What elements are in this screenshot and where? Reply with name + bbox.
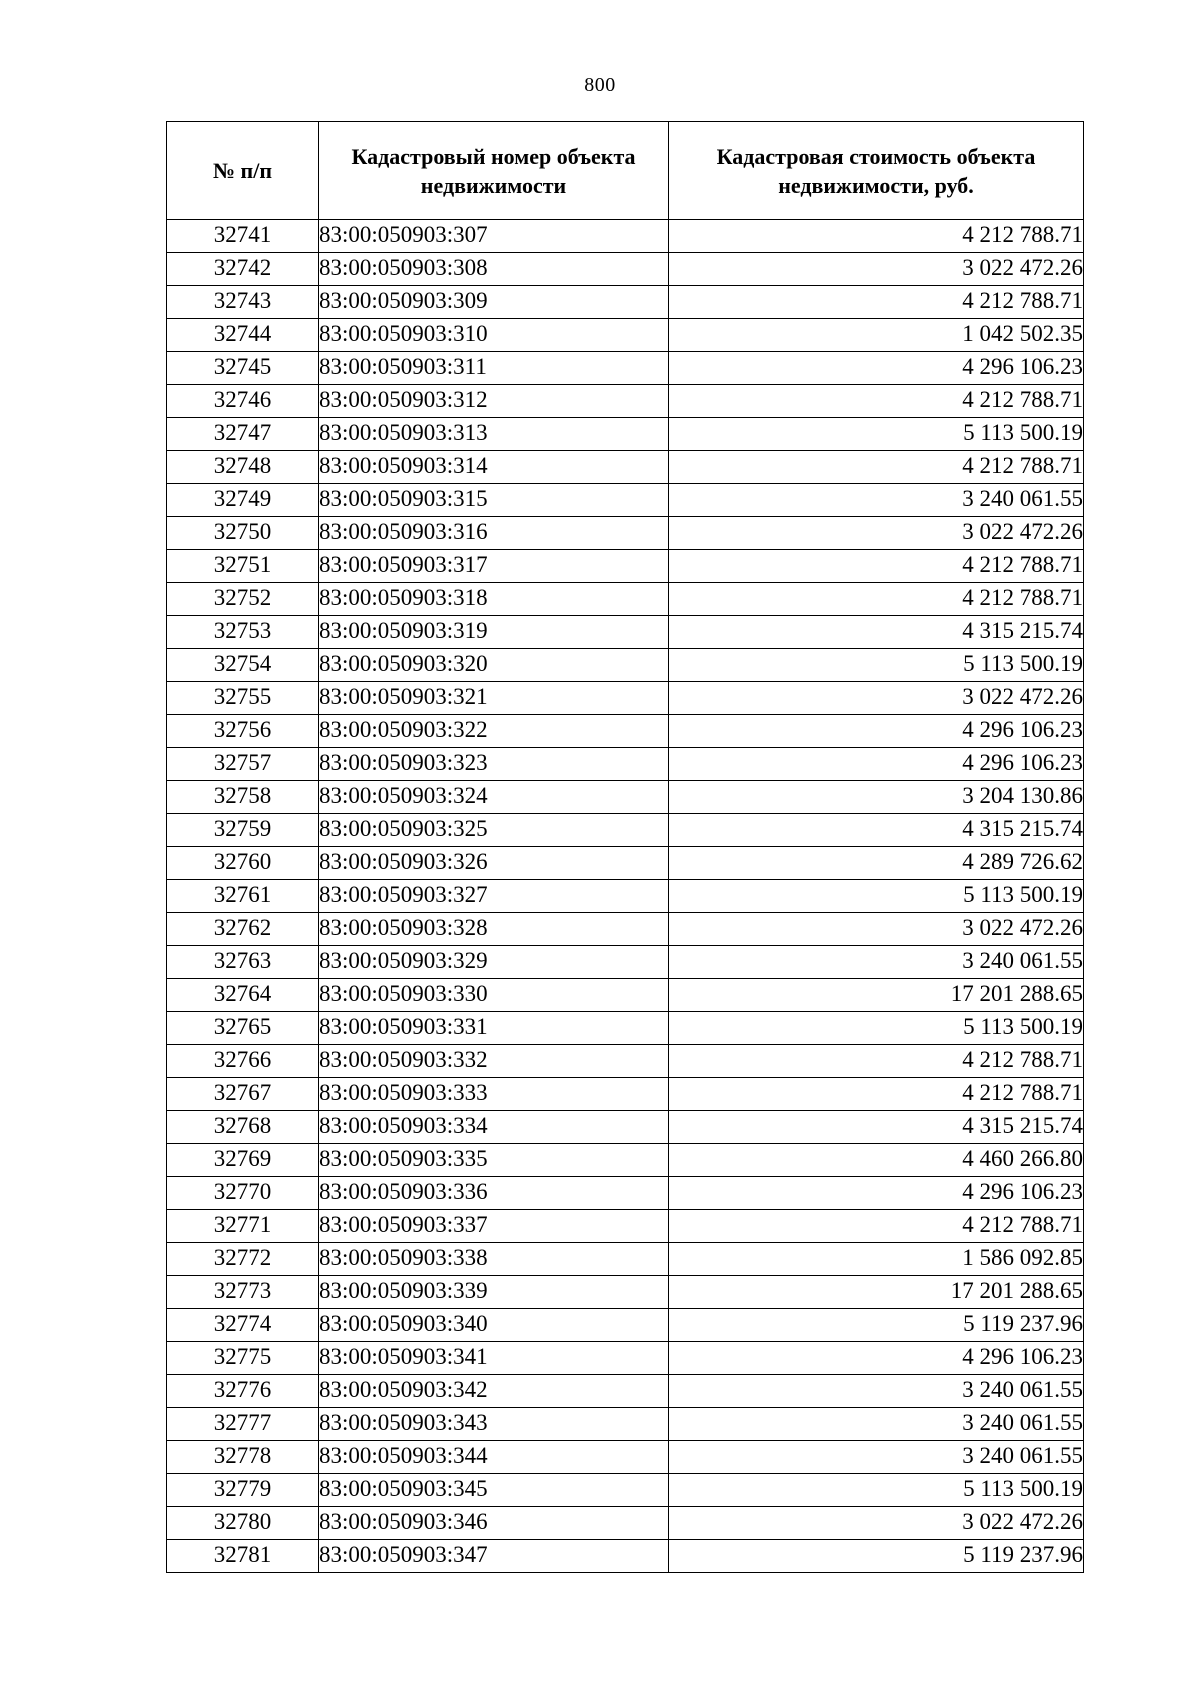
row-number: 32746 [167, 385, 319, 418]
cadastral-value: 4 212 788.71 [669, 1078, 1084, 1111]
table-row [167, 1474, 1084, 1507]
cadastral-value: 4 315 215.74 [669, 1111, 1084, 1144]
cadastral-value: 5 113 500.19 [669, 880, 1084, 913]
cadastral-value: 5 113 500.19 [669, 1012, 1084, 1045]
row-number: 32759 [167, 814, 319, 847]
cadastral-value: 3 204 130.86 [669, 781, 1084, 814]
row-number: 32745 [167, 352, 319, 385]
table-row [167, 319, 1084, 352]
table-row [167, 847, 1084, 880]
cadastral-value: 3 240 061.55 [669, 1441, 1084, 1474]
row-number: 32774 [167, 1309, 319, 1342]
header-cadastral-number: Кадастровый номер объекта недвижимости [319, 122, 669, 220]
table-row [167, 1078, 1084, 1111]
row-number: 32757 [167, 748, 319, 781]
cadastral-number: 83:00:050903:343 [319, 1408, 669, 1441]
table-row [167, 616, 1084, 649]
row-number: 32760 [167, 847, 319, 880]
cadastral-number: 83:00:050903:309 [319, 286, 669, 319]
row-number: 32756 [167, 715, 319, 748]
cadastral-number: 83:00:050903:321 [319, 682, 669, 715]
cadastral-value: 4 212 788.71 [669, 385, 1084, 418]
table-row [167, 715, 1084, 748]
table-row [167, 1210, 1084, 1243]
row-number: 32753 [167, 616, 319, 649]
cadastral-value: 4 289 726.62 [669, 847, 1084, 880]
row-number: 32741 [167, 220, 319, 253]
cadastral-number: 83:00:050903:339 [319, 1276, 669, 1309]
cadastral-number: 83:00:050903:333 [319, 1078, 669, 1111]
cadastral-number: 83:00:050903:346 [319, 1507, 669, 1540]
cadastral-number: 83:00:050903:322 [319, 715, 669, 748]
cadastral-number: 83:00:050903:325 [319, 814, 669, 847]
table-row [167, 1375, 1084, 1408]
table-row [167, 1243, 1084, 1276]
row-number: 32742 [167, 253, 319, 286]
cadastral-value: 4 296 106.23 [669, 1342, 1084, 1375]
table-row [167, 517, 1084, 550]
cadastral-value: 4 212 788.71 [669, 220, 1084, 253]
cadastral-number: 83:00:050903:324 [319, 781, 669, 814]
table-row [167, 484, 1084, 517]
row-number: 32779 [167, 1474, 319, 1507]
cadastral-number: 83:00:050903:337 [319, 1210, 669, 1243]
table-row [167, 814, 1084, 847]
table-row [167, 253, 1084, 286]
row-number: 32777 [167, 1408, 319, 1441]
cadastral-value: 4 212 788.71 [669, 1045, 1084, 1078]
cadastral-number: 83:00:050903:332 [319, 1045, 669, 1078]
table-row [167, 286, 1084, 319]
table-row [167, 682, 1084, 715]
row-number: 32767 [167, 1078, 319, 1111]
cadastral-number: 83:00:050903:318 [319, 583, 669, 616]
row-number: 32758 [167, 781, 319, 814]
row-number: 32751 [167, 550, 319, 583]
cadastral-value: 3 022 472.26 [669, 913, 1084, 946]
row-number: 32748 [167, 451, 319, 484]
row-number: 32765 [167, 1012, 319, 1045]
table-row [167, 1309, 1084, 1342]
cadastral-value: 4 212 788.71 [669, 451, 1084, 484]
cadastral-value: 4 296 106.23 [669, 748, 1084, 781]
table-row [167, 1408, 1084, 1441]
table-row [167, 781, 1084, 814]
row-number: 32773 [167, 1276, 319, 1309]
cadastral-value: 5 113 500.19 [669, 418, 1084, 451]
table-row [167, 1342, 1084, 1375]
cadastral-number: 83:00:050903:342 [319, 1375, 669, 1408]
row-number: 32775 [167, 1342, 319, 1375]
cadastral-value: 3 240 061.55 [669, 1375, 1084, 1408]
cadastral-number: 83:00:050903:319 [319, 616, 669, 649]
header-cadastral-value: Кадастровая стоимость объекта недвижимости, руб. [669, 122, 1084, 220]
cadastral-number: 83:00:050903:330 [319, 979, 669, 1012]
cadastral-number: 83:00:050903:347 [319, 1540, 669, 1573]
table-row [167, 220, 1084, 253]
cadastral-number: 83:00:050903:338 [319, 1243, 669, 1276]
cadastral-number: 83:00:050903:326 [319, 847, 669, 880]
table-row [167, 1507, 1084, 1540]
cadastral-number: 83:00:050903:327 [319, 880, 669, 913]
table-row [167, 748, 1084, 781]
cadastral-value: 17 201 288.65 [669, 979, 1084, 1012]
cadastral-number: 83:00:050903:311 [319, 352, 669, 385]
row-number: 32750 [167, 517, 319, 550]
table-row [167, 352, 1084, 385]
cadastral-number: 83:00:050903:313 [319, 418, 669, 451]
table-header [167, 122, 1084, 220]
table-row [167, 1111, 1084, 1144]
row-number: 32749 [167, 484, 319, 517]
table-row [167, 451, 1084, 484]
header-row-number: № п/п [167, 122, 319, 220]
table-row [167, 583, 1084, 616]
cadastral-number: 83:00:050903:317 [319, 550, 669, 583]
cadastral-number: 83:00:050903:335 [319, 1144, 669, 1177]
table-row [167, 649, 1084, 682]
row-number: 32780 [167, 1507, 319, 1540]
cadastral-number: 83:00:050903:316 [319, 517, 669, 550]
table-row [167, 1144, 1084, 1177]
cadastral-value: 4 296 106.23 [669, 352, 1084, 385]
cadastral-number: 83:00:050903:331 [319, 1012, 669, 1045]
cadastral-number: 83:00:050903:334 [319, 1111, 669, 1144]
cadastral-number: 83:00:050903:310 [319, 319, 669, 352]
row-number: 32764 [167, 979, 319, 1012]
cadastral-value: 5 113 500.19 [669, 649, 1084, 682]
row-number: 32770 [167, 1177, 319, 1210]
cadastral-value: 5 113 500.19 [669, 1474, 1084, 1507]
cadastral-number: 83:00:050903:329 [319, 946, 669, 979]
header-row [167, 122, 1084, 220]
table-row [167, 418, 1084, 451]
cadastral-value: 3 240 061.55 [669, 484, 1084, 517]
row-number: 32769 [167, 1144, 319, 1177]
cadastral-number: 83:00:050903:307 [319, 220, 669, 253]
cadastral-number: 83:00:050903:323 [319, 748, 669, 781]
row-number: 32752 [167, 583, 319, 616]
cadastral-number: 83:00:050903:308 [319, 253, 669, 286]
table-body [167, 220, 1084, 1573]
row-number: 32778 [167, 1441, 319, 1474]
cadastral-value-table [166, 121, 1084, 1573]
table-row [167, 1045, 1084, 1078]
cadastral-value: 5 119 237.96 [669, 1540, 1084, 1573]
cadastral-value: 3 240 061.55 [669, 1408, 1084, 1441]
table-row [167, 1177, 1084, 1210]
table-row [167, 1540, 1084, 1573]
cadastral-value: 3 240 061.55 [669, 946, 1084, 979]
table-row [167, 1441, 1084, 1474]
row-number: 32768 [167, 1111, 319, 1144]
row-number: 32772 [167, 1243, 319, 1276]
cadastral-number: 83:00:050903:312 [319, 385, 669, 418]
page-number: 800 [584, 74, 616, 96]
row-number: 32747 [167, 418, 319, 451]
cadastral-value: 4 212 788.71 [669, 583, 1084, 616]
row-number: 32771 [167, 1210, 319, 1243]
row-number: 32776 [167, 1375, 319, 1408]
cadastral-value: 3 022 472.26 [669, 682, 1084, 715]
cadastral-number: 83:00:050903:328 [319, 913, 669, 946]
cadastral-value: 1 042 502.35 [669, 319, 1084, 352]
table-row [167, 979, 1084, 1012]
cadastral-value: 3 022 472.26 [669, 517, 1084, 550]
cadastral-value: 4 315 215.74 [669, 616, 1084, 649]
cadastral-value: 1 586 092.85 [669, 1243, 1084, 1276]
cadastral-value: 5 119 237.96 [669, 1309, 1084, 1342]
cadastral-number: 83:00:050903:341 [319, 1342, 669, 1375]
table-row [167, 913, 1084, 946]
cadastral-number: 83:00:050903:320 [319, 649, 669, 682]
table-row [167, 1276, 1084, 1309]
row-number: 32755 [167, 682, 319, 715]
row-number: 32743 [167, 286, 319, 319]
cadastral-number: 83:00:050903:345 [319, 1474, 669, 1507]
cadastral-value: 3 022 472.26 [669, 1507, 1084, 1540]
cadastral-number: 83:00:050903:340 [319, 1309, 669, 1342]
cadastral-value: 17 201 288.65 [669, 1276, 1084, 1309]
row-number: 32761 [167, 880, 319, 913]
cadastral-number: 83:00:050903:336 [319, 1177, 669, 1210]
cadastral-number: 83:00:050903:314 [319, 451, 669, 484]
row-number: 32744 [167, 319, 319, 352]
cadastral-value: 4 460 266.80 [669, 1144, 1084, 1177]
table-row [167, 385, 1084, 418]
cadastral-value: 4 296 106.23 [669, 1177, 1084, 1210]
cadastral-value: 4 212 788.71 [669, 550, 1084, 583]
cadastral-number: 83:00:050903:315 [319, 484, 669, 517]
cadastral-value: 4 315 215.74 [669, 814, 1084, 847]
table-row [167, 946, 1084, 979]
row-number: 32781 [167, 1540, 319, 1573]
cadastral-number: 83:00:050903:344 [319, 1441, 669, 1474]
row-number: 32754 [167, 649, 319, 682]
table-row [167, 1012, 1084, 1045]
cadastral-value: 4 212 788.71 [669, 286, 1084, 319]
table-row [167, 550, 1084, 583]
row-number: 32763 [167, 946, 319, 979]
cadastral-value: 3 022 472.26 [669, 253, 1084, 286]
row-number: 32766 [167, 1045, 319, 1078]
cadastral-value: 4 296 106.23 [669, 715, 1084, 748]
row-number: 32762 [167, 913, 319, 946]
table-row [167, 880, 1084, 913]
cadastral-value: 4 212 788.71 [669, 1210, 1084, 1243]
